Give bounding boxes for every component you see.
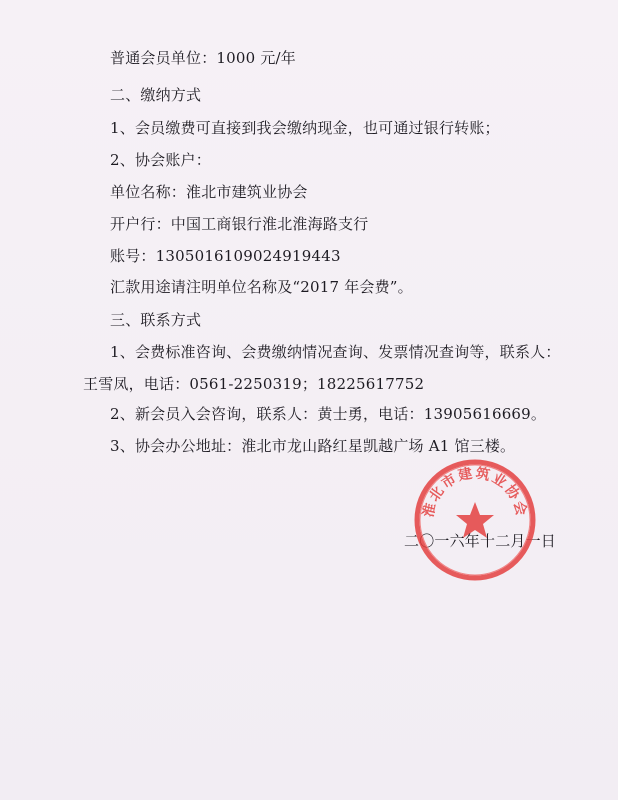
account-name: 单位名称：淮北市建筑业协会 — [110, 183, 308, 201]
new-member-contact: 2、新会员入会咨询，联系人：黄士勇，电话：13905616669。 — [110, 405, 547, 423]
payment-method-text: 1、会员缴费可直接到我会缴纳现金，也可通过银行转账； — [110, 119, 500, 137]
payment-method-heading: 二、缴纳方式 — [110, 86, 202, 104]
document-date: 二〇一六年十二月一日 — [404, 532, 557, 550]
seal-text: 淮北市建筑业协会 — [420, 465, 530, 519]
fee-line: 普通会员单位：1000 元/年 — [110, 49, 296, 67]
contact-fee-inquiry: 1、会费标准咨询、会费缴纳情况查询、发票情况查询等，联系人： — [110, 343, 561, 361]
contact-person-phone: 王雪凤，电话：0561-2250319；18225617752 — [83, 375, 425, 393]
contact-heading: 三、联系方式 — [110, 311, 202, 329]
seal-star — [456, 502, 494, 538]
account-heading: 2、协会账户： — [110, 151, 211, 169]
official-seal — [409, 454, 541, 586]
bank-name: 开户行：中国工商银行淮北淮海路支行 — [110, 215, 369, 233]
remittance-note: 汇款用途请注明单位名称及“2017 年会费”。 — [110, 278, 413, 296]
account-number: 账号：1305016109024919443 — [110, 247, 341, 265]
office-address: 3、协会办公地址：淮北市龙山路红星凯越广场 A1 馆三楼。 — [110, 437, 516, 455]
